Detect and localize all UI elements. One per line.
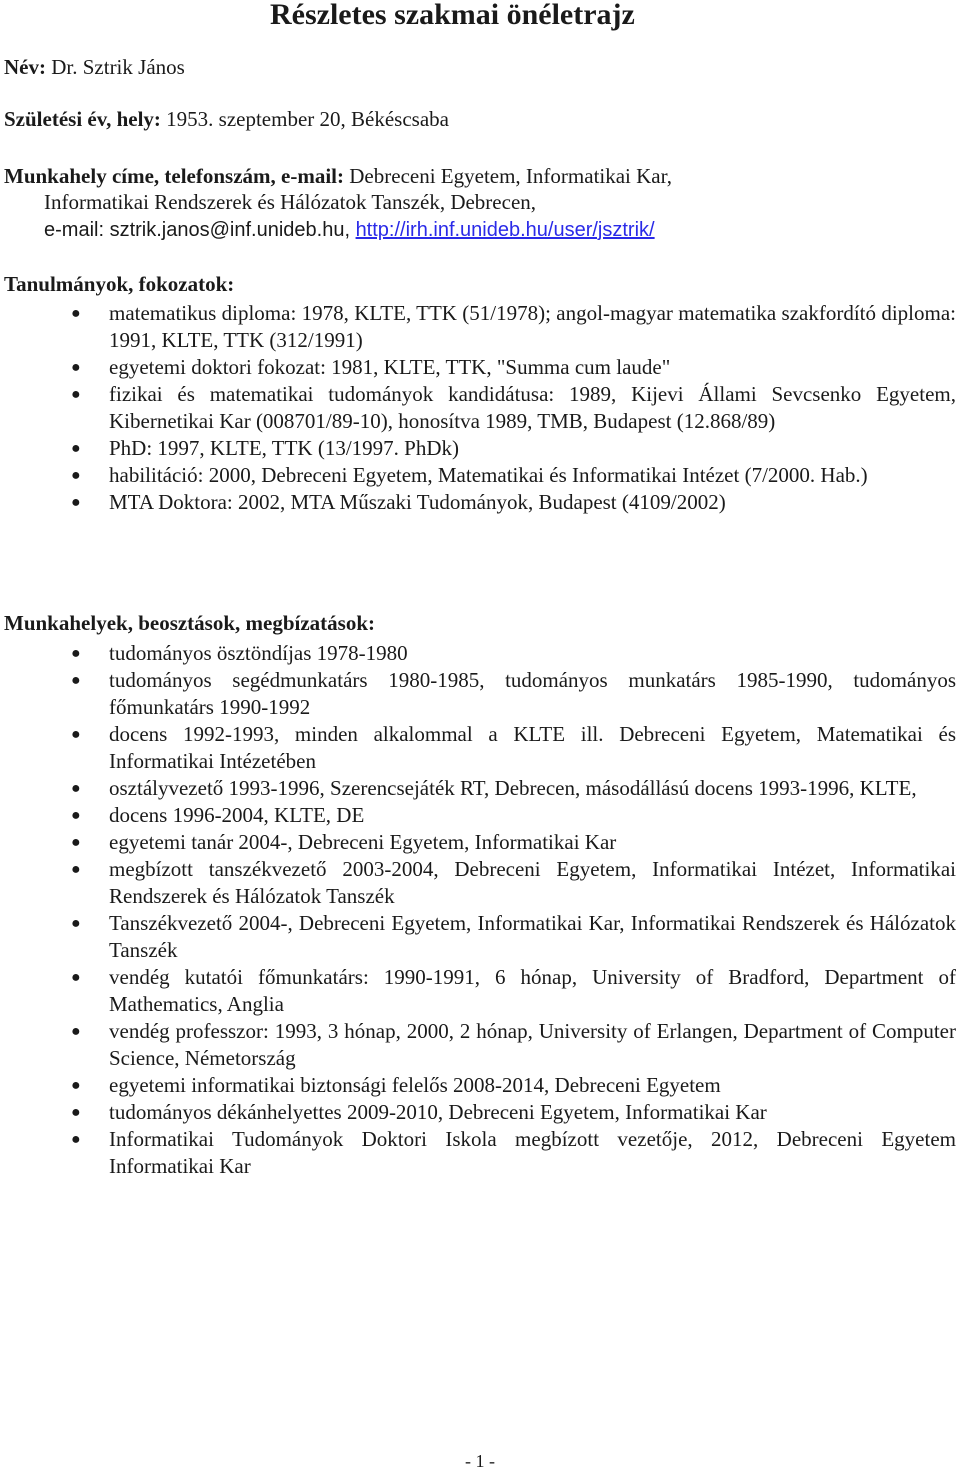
document-title: Részletes szakmai önéletrajz bbox=[270, 0, 635, 31]
list-item: ● megbízott tanszékvezető 2003-2004, Debreceni Egyetem, Informatikai Intézet, Informatikai Rendszerek és Hálózatok Tanszék bbox=[71, 857, 956, 908]
contact-line bbox=[44, 217, 655, 244]
bullet-icon: ● bbox=[71, 1104, 81, 1121]
list-item: ● egyetemi doktori fokozat: 1981, KLTE, TTK, "Summa cum laude" bbox=[71, 355, 671, 379]
list-item: ● vendég professzor: 1993, 3 hónap, 2000, 2 hónap, University of Erlangen, Department of Computer Science, Németország bbox=[71, 1019, 956, 1070]
list-item: ● tudományos ösztöndíjas 1978-1980 bbox=[71, 641, 408, 665]
bullet-icon: ● bbox=[71, 834, 81, 851]
bullet-icon: ● bbox=[71, 915, 81, 932]
bullet-icon: ● bbox=[71, 645, 81, 662]
studies-heading: Tanulmányok, fokozatok: bbox=[4, 272, 235, 296]
list-item: ● habilitáció: 2000, Debreceni Egyetem, Matematikai és Informatikai Intézet (7/2000. Hab.) bbox=[71, 463, 868, 487]
list-item: ● docens 1992-1993, minden alkalommal a KLTE ill. Debreceni Egyetem, Matematikai és Informatikai Intézetében bbox=[71, 722, 956, 773]
list-item: ● osztályvezető 1993-1996, Szerencsejáték RT, Debrecen, másodállású docens 1993-1996, KLTE, bbox=[71, 776, 917, 800]
workplace-line bbox=[4, 163, 672, 190]
bullet-icon: ● bbox=[71, 467, 81, 484]
jobs-heading: Munkahelyek, beosztások, megbízatások: bbox=[4, 611, 376, 635]
name-label: Név: bbox=[4, 55, 46, 79]
workplace-value-2: Informatikai Rendszerek és Hálózatok Tanszék, Debrecen, bbox=[44, 190, 537, 214]
list-item: ● PhD: 1997, KLTE, TTK (13/1997. PhDk) bbox=[71, 436, 460, 460]
bullet-icon: ● bbox=[71, 1023, 81, 1040]
birth-value: 1953. szeptember 20, Békéscsaba bbox=[166, 107, 449, 131]
jobs-list bbox=[0, 640, 960, 1180]
page-number: - 1 - bbox=[465, 1451, 495, 1471]
list-item: ● Informatikai Tudományok Doktori Iskola megbízott vezetője, 2012, Debreceni Egyetem Informatikai Kar bbox=[71, 1127, 956, 1178]
birth-line bbox=[4, 106, 449, 133]
bullet-icon: ● bbox=[71, 726, 81, 743]
bullet-icon: ● bbox=[71, 861, 81, 878]
bullet-icon: ● bbox=[71, 494, 81, 511]
list-item: ● tudományos segédmunkatárs 1980-1985, tudományos munkatárs 1985-1990, tudományos főmunkatárs 1990-1992 bbox=[71, 668, 956, 719]
list-item: ● tudományos dékánhelyettes 2009-2010, Debreceni Egyetem, Informatikai Kar bbox=[71, 1100, 767, 1124]
list-item: ● egyetemi tanár 2004-, Debreceni Egyetem, Informatikai Kar bbox=[71, 830, 617, 854]
name-value: Dr. Sztrik János bbox=[51, 55, 185, 79]
workplace-value-1: Debreceni Egyetem, Informatikai Kar, bbox=[349, 164, 673, 188]
list-item: ● docens 1996-2004, KLTE, DE bbox=[71, 803, 365, 827]
email-text: e-mail: sztrik.janos@inf.unideb.hu, bbox=[44, 219, 350, 241]
bullet-icon: ● bbox=[71, 1077, 81, 1094]
bullet-icon: ● bbox=[71, 1131, 81, 1148]
bullet-icon: ● bbox=[71, 305, 81, 322]
bullet-icon: ● bbox=[71, 672, 81, 689]
name-line bbox=[4, 54, 185, 81]
list-item: ● fizikai és matematikai tudományok kandidátusa: 1989, Kijevi Állami Sevcsenko Egyetem, Kibernetikai Kar (008701/89-10), honosítva 1989, TMB, Budapest (12.868/89) bbox=[71, 382, 956, 433]
bullet-icon: ● bbox=[71, 386, 81, 403]
list-item: ● matematikus diploma: 1978, KLTE, TTK (51/1978); angol-magyar matematika szakfordító diploma: 1991, KLTE, TTK (312/1991) bbox=[71, 301, 956, 352]
bullet-icon: ● bbox=[71, 780, 81, 797]
bullet-icon: ● bbox=[71, 969, 81, 986]
bullet-icon: ● bbox=[71, 359, 81, 376]
bullet-icon: ● bbox=[71, 807, 81, 824]
workplace-label: Munkahely címe, telefonszám, e-mail: bbox=[4, 164, 345, 188]
list-item: ● egyetemi informatikai biztonsági felelős 2008-2014, Debreceni Egyetem bbox=[71, 1073, 721, 1097]
list-item: ● MTA Doktora: 2002, MTA Műszaki Tudományok, Budapest (4109/2002) bbox=[71, 490, 726, 514]
list-item: ● vendég kutatói főmunkatárs: 1990-1991, 6 hónap, University of Bradford, Department of Mathematics, Anglia bbox=[71, 965, 956, 1016]
homepage-link[interactable]: http://irh.inf.unideb.hu/user/jsztrik/ bbox=[355, 219, 655, 241]
list-item: ● Tanszékvezető 2004-, Debreceni Egyetem, Informatikai Kar, Informatikai Rendszerek és Hálózatok Tanszék bbox=[71, 911, 956, 962]
workplace-line-2 bbox=[44, 189, 536, 216]
studies-list bbox=[0, 300, 960, 516]
birth-label: Születési év, hely: bbox=[4, 107, 161, 131]
bullet-icon: ● bbox=[71, 440, 81, 457]
